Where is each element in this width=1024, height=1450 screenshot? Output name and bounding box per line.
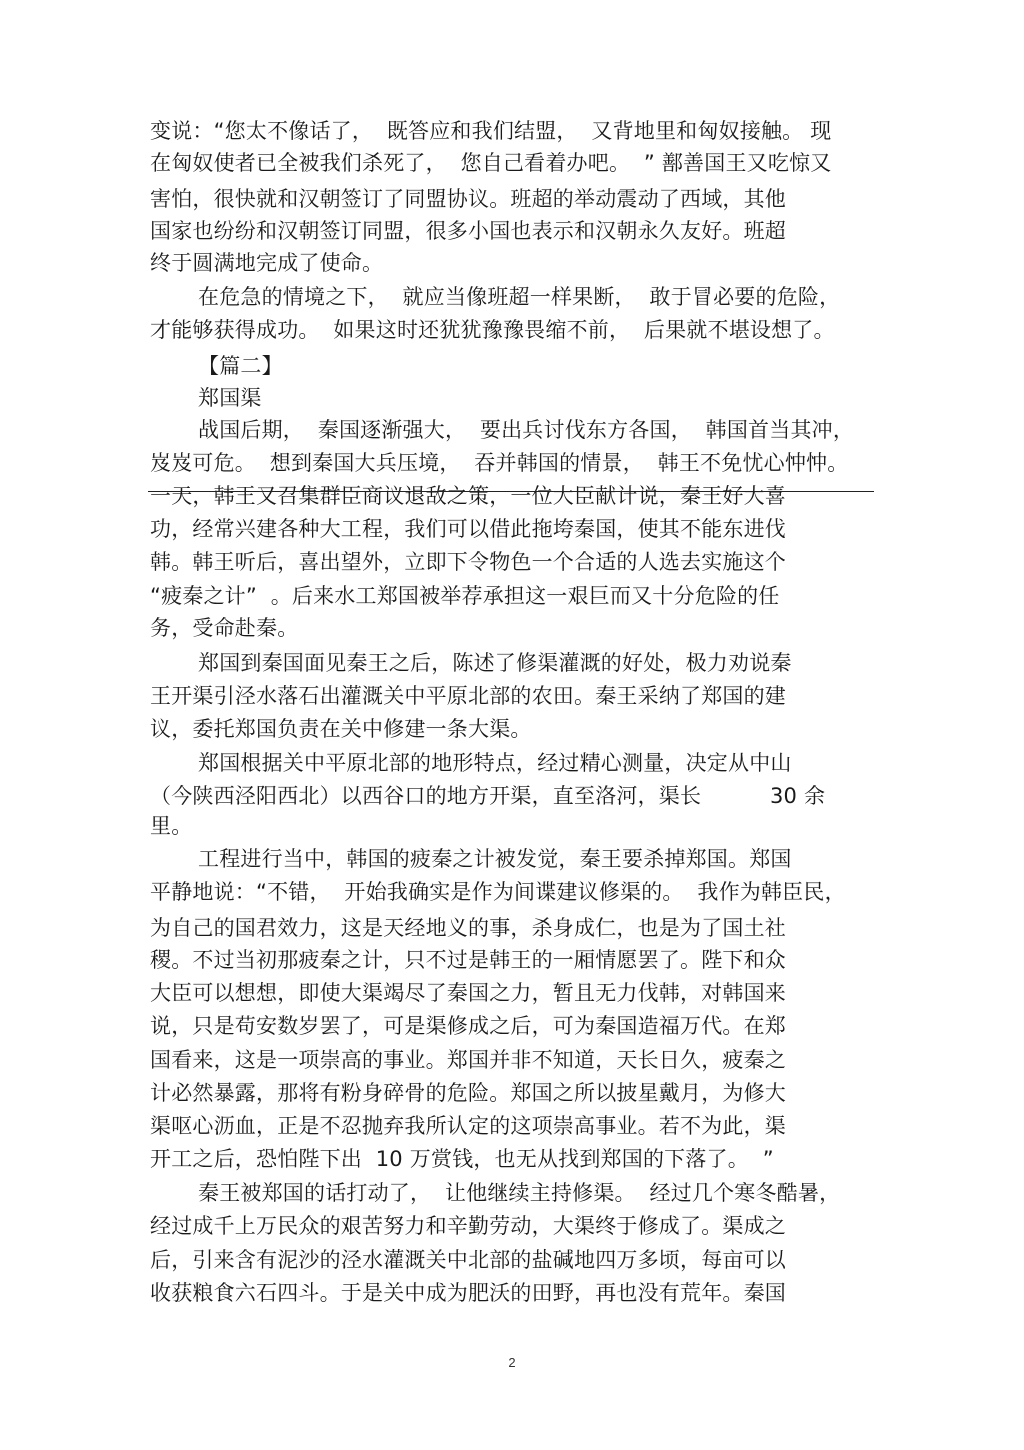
text-line: 才能够获得成功。 如果这时还犹犹豫豫畏缩不前， 后果就不堪设想了。: [150, 318, 835, 342]
text-line: 郑国根据关中平原北部的地形特点，经过精心测量，决定从中山: [198, 751, 792, 775]
text-line: 平静地说：“不错， 开始我确实是作为间谍建议修渠的。 我作为韩臣民，: [150, 880, 846, 904]
text-line: 【篇二】: [198, 354, 283, 378]
text-line: 为自己的国君效力，这是天经地义的事，杀身成仁，也是为了国土社: [150, 916, 786, 940]
horizontal-rule: [148, 491, 874, 492]
text-line: 渠呕心沥血，正是不忍抛弃我所认定的这项崇高事业。若不为此，渠: [150, 1114, 786, 1138]
text-line: 害怕，很快就和汉朝签订了同盟协议。班超的举动震动了西域，其他: [150, 187, 786, 211]
text-line: 开工之后，恐怕陛下出 10 万赏钱，也无从找到郑国的下落了。 ”: [150, 1147, 774, 1171]
text-line: 国看来，这是一项崇高的事业。郑国并非不知道，天长日久，疲秦之: [150, 1048, 786, 1072]
text-line: （今陕西泾阳西北）以西谷口的地方开渠，直至洛河，渠长 30 余: [150, 784, 826, 808]
text-line: 韩。韩王听后，喜出望外，立即下令物色一个合适的人选去实施这个: [150, 550, 786, 574]
text-line: 岌岌可危。 想到秦国大兵压境， 吞并韩国的情景， 韩王不免忧心忡忡。: [150, 451, 849, 475]
text-line: 在匈奴使者已全被我们杀死了， 您自己看着办吧。 ” 鄯善国王又吃惊又: [150, 151, 832, 175]
text-line: 计必然暴露，那将有粉身碎骨的危险。郑国之所以披星戴月，为修大: [150, 1081, 786, 1105]
text-line: 稷。不过当初那疲秦之计，只不过是韩王的一厢情愿罢了。陛下和众: [150, 948, 786, 972]
text-line: 大臣可以想想，即使大渠竭尽了秦国之力，暂且无力伐韩，对韩国来: [150, 981, 786, 1005]
text-line: 功，经常兴建各种大工程，我们可以借此拖垮秦国，使其不能东进伐: [150, 517, 786, 541]
text-line: 里。: [150, 814, 193, 838]
text-line: 变说：“您太不像话了， 既答应和我们结盟， 又背地里和匈奴接触。 现: [150, 119, 832, 143]
text-line: 在危急的情境之下， 就应当像班超一样果断， 敢于冒必要的危险，: [198, 285, 841, 309]
text-line: 工程进行当中，韩国的疲秦之计被发觉，秦王要杀掉郑国。郑国: [198, 847, 792, 871]
text-line: “疲秦之计” 。后来水工郑国被举荐承担这一艰巨而又十分危险的任: [150, 584, 780, 608]
text-line: 秦王被郑国的话打动了， 让他继续主持修渠。 经过几个寒冬酷暑，: [198, 1181, 841, 1205]
text-line: 终于圆满地完成了使命。: [150, 251, 384, 275]
text-line: 议，委托郑国负责在关中修建一条大渠。: [150, 717, 532, 741]
text-line: 后，引来含有泥沙的泾水灌溉关中北部的盐碱地四万多顷，每亩可以: [150, 1248, 786, 1272]
text-line: 郑国到秦国面见秦王之后，陈述了修渠灌溉的好处，极力劝说秦: [198, 651, 792, 675]
text-line: 一天，韩王又召集群臣商议退敌之策，一位大臣献计说，秦王好大喜: [150, 484, 786, 508]
text-line: 王开渠引泾水落石出灌溉关中平原北部的农田。秦王采纳了郑国的建: [150, 684, 786, 708]
page-number: 2: [508, 1355, 516, 1370]
text-line: 郑国渠: [198, 386, 262, 410]
text-line: 说，只是苟安数岁罢了，可是渠修成之后，可为秦国造福万代。在郑: [150, 1014, 786, 1038]
text-line: 务，受命赴秦。: [150, 616, 299, 640]
text-line: 国家也纷纷和汉朝签订同盟，很多小国也表示和汉朝永久友好。班超: [150, 219, 786, 243]
text-line: 收获粮食六石四斗。于是关中成为肥沃的田野，再也没有荒年。秦国: [150, 1281, 786, 1305]
text-line: 战国后期， 秦国逐渐强大， 要出兵讨伐东方各国， 韩国首当其冲，: [198, 418, 855, 442]
text-line: 经过成千上万民众的艰苦努力和辛勤劳动，大渠终于修成了。渠成之: [150, 1214, 786, 1238]
